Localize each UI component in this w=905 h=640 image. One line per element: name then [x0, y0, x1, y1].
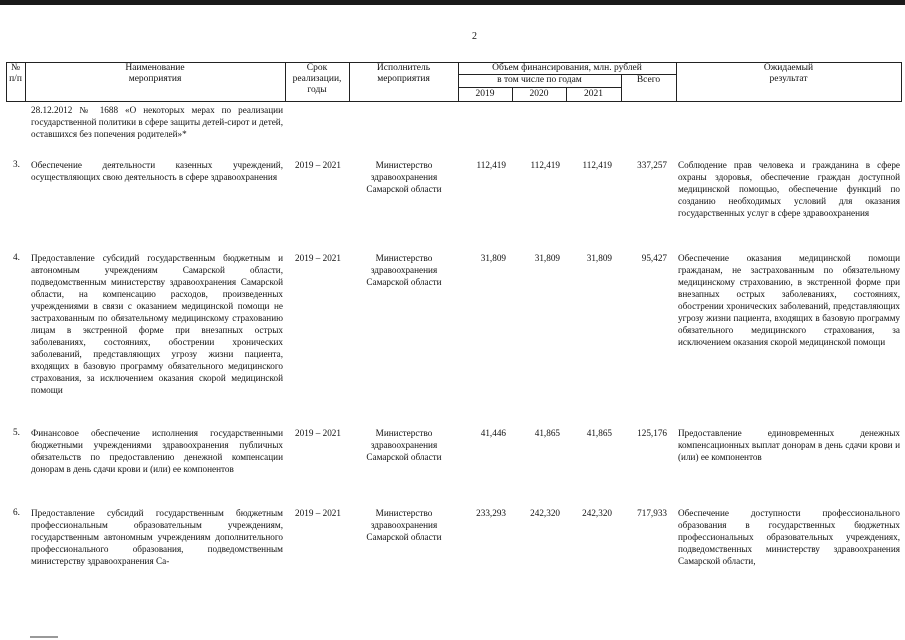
row-value-total: 717,933	[637, 508, 667, 518]
row-result: Обеспечение оказания медицинской помощи гражданам, не застрахованным по обязательному медицинскому страхованию, в экстренной форме при внезапных острых заболеваниях, состояниях, обострении хронических заболеваний, представляющих угрозу жизни пациента, входящих в базовую программу обязательного медицинского страхования, за исключением оказания скорой медицинской помощи	[678, 253, 900, 347]
header-term: Срок реализации, годы	[292, 63, 342, 95]
header-executor: Исполнитель мероприятия	[376, 63, 431, 84]
row-name: Предоставление субсидий государственным бюджетным профессиональным образовательным учреждениям, государственным автономным учреждениям дополнительного профессионального образования, подведомственным министерству здравоохранения Са-	[31, 508, 283, 566]
header-num: № п/п	[9, 63, 22, 84]
header-year-2019: 2019	[475, 89, 495, 99]
header-year-2020: 2020	[529, 89, 549, 99]
row-executor: Министерство здравоохранения Самарской области	[366, 508, 442, 542]
header-total: Всего	[636, 75, 661, 85]
row-name: Финансовое обеспечение исполнения государственными бюджетными учреждениями здравоохранения публичных обязательств по предоставлению денежной компенсации донорам в день сдачи крови и (или) ее компонентов	[31, 428, 283, 474]
row-value-2019: 41,446	[480, 428, 506, 438]
years-sub-line	[458, 87, 621, 88]
row-value-2021: 41,865	[586, 428, 612, 438]
col-divider	[901, 62, 902, 102]
row-executor: Министерство здравоохранения Самарской области	[366, 253, 442, 287]
row-number: 6.	[13, 507, 20, 517]
row-value-2020: 242,320	[530, 508, 560, 518]
header-year-2021: 2021	[584, 89, 603, 99]
header-funding: Объем финансирования, млн. рублей	[492, 63, 642, 73]
row-value-2020: 112,419	[530, 160, 560, 170]
row-result: Предоставление единовременных денежных компенсационных выплат донорам в день сдачи крови и (или) ее компонентов	[678, 428, 900, 462]
scan-artifact	[30, 636, 58, 638]
row-value-2019: 31,809	[480, 253, 506, 263]
row-value-2021: 242,320	[582, 508, 612, 518]
row-value-2020: 31,809	[534, 253, 560, 263]
row-name: Обеспечение деятельности казенных учреждений, осуществляющих свою деятельность в сфере здравоохранения	[31, 160, 283, 182]
row-value-2021: 112,419	[582, 160, 612, 170]
row-executor: Министерство здравоохранения Самарской области	[366, 428, 442, 462]
row-number: 3.	[13, 159, 20, 169]
header-name: Наименование мероприятия	[125, 63, 185, 84]
scan-top-border	[0, 0, 905, 5]
row-value-2020: 41,865	[534, 428, 560, 438]
row-value-total: 95,427	[641, 253, 667, 263]
header-by-years: в том числе по годам	[497, 75, 582, 85]
continuation-text: 28.12.2012 № 1688 «О некоторых мерах по реализации государственной политики в сфере защиты детей-сирот и детей, оставшихся без попечения родителей»*	[31, 105, 283, 139]
page-number: 2	[472, 31, 477, 42]
row-number: 5.	[13, 427, 20, 437]
row-number: 4.	[13, 252, 20, 262]
row-value-2019: 112,419	[476, 160, 506, 170]
row-result: Обеспечение доступности профессионального образования в государственных бюджетных профессиональных образовательных учреждениях, подведомственных министерству здравоохранения Самарской области,	[678, 508, 900, 566]
row-term: 2019 – 2021	[295, 428, 341, 438]
row-value-2021: 31,809	[586, 253, 612, 263]
row-executor: Министерство здравоохранения Самарской области	[366, 160, 442, 194]
row-name: Предоставление субсидий государственным бюджетным и автономным учреждениям Самарской области, подведомственным министерству здравоохранения Самарской области, на компенсацию расходов, произведенных учреждениями в связи с оказанием медицинской помощи не застрахованным по обязательному медицинскому страхованию лицам в экстренной форме при внезапных острых заболеваниях, состояниях, обострении хронических заболеваний, представляющих угрозу жизни пациента, входящих в базовую программу обязательного медицинского страхования, за исключением оказания скорой медицинской помощи	[31, 253, 283, 395]
row-value-total: 337,257	[637, 160, 667, 170]
row-term: 2019 – 2021	[295, 508, 341, 518]
header-result: Ожидаемый результат	[763, 63, 814, 84]
row-value-2019: 233,293	[476, 508, 506, 518]
row-result: Соблюдение прав человека и гражданина в сфере охраны здоровья, обеспечение граждан доступной медицинской помощью, обеспечение функций по созданию необходимых условий для оказания государственных услуг в сфере здравоохранения	[678, 160, 900, 218]
row-term: 2019 – 2021	[295, 253, 341, 263]
header-bottom-line	[6, 101, 902, 102]
row-value-total: 125,176	[637, 428, 667, 438]
row-term: 2019 – 2021	[295, 160, 341, 170]
